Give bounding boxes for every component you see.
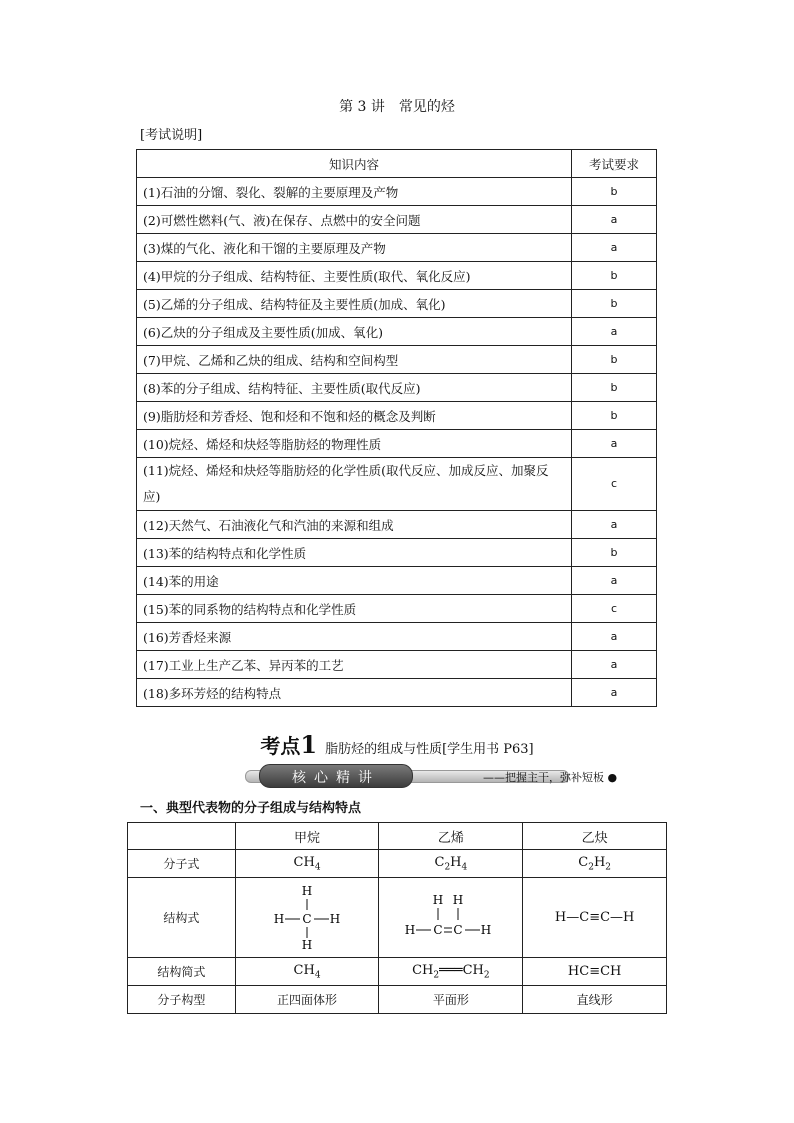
requirement-level: b (572, 374, 657, 402)
atom-c: C (302, 911, 312, 926)
table-row (137, 290, 657, 318)
ethylene-simple-formula: $CH_2═══CH_2$ (379, 958, 523, 986)
table-row (137, 623, 657, 651)
atom-h-left: H (273, 911, 285, 926)
requirement-level: b (572, 262, 657, 290)
requirement-level: b (572, 539, 657, 567)
requirement-level: a (572, 430, 657, 458)
requirement-content: (1)石油的分馏、裂化、裂解的主要原理及产物 (137, 178, 572, 206)
table-row (128, 878, 667, 958)
bullet-dot-icon: ● (607, 771, 618, 784)
requirement-content: (10)烷烃、烯烃和炔烃等脂肪烃的物理性质 (137, 430, 572, 458)
requirement-content: (14)苯的用途 (137, 567, 572, 595)
table-row (137, 318, 657, 346)
table-row (137, 651, 657, 679)
requirements-table-body (137, 178, 657, 707)
requirement-content: (17)工业上生产乙苯、异丙苯的工艺 (137, 651, 572, 679)
methane-formula: $CH_4$ (235, 850, 379, 878)
requirements-table (136, 149, 657, 707)
table-row (137, 595, 657, 623)
ethylene-structure (379, 878, 523, 958)
acetylene-formula: $C_2H_2$ (523, 850, 667, 878)
table-row (128, 986, 667, 1014)
lecture-title: 第 3 讲 常见的烃 (339, 99, 455, 115)
table-row (137, 234, 657, 262)
atom-c-right: C (453, 922, 463, 937)
table-row (137, 567, 657, 595)
requirement-content: (13)苯的结构特点和化学性质 (137, 539, 572, 567)
ethylene-shape: 平面形 (379, 986, 523, 1014)
column-header-methane: 甲烷 (235, 823, 379, 850)
table-row (137, 430, 657, 458)
table-row (137, 374, 657, 402)
requirement-content: (8)苯的分子组成、结构特征、主要性质(取代反应) (137, 374, 572, 402)
exam-description-label: [考试说明] (140, 128, 203, 143)
requirement-level: c (572, 458, 657, 511)
banner-slogan: ——把握主干，弥补短板 ● (483, 771, 618, 784)
requirement-level: b (572, 290, 657, 318)
requirement-level: b (572, 402, 657, 430)
requirement-level: a (572, 206, 657, 234)
table-row (137, 539, 657, 567)
atom-h-right: H (329, 911, 341, 926)
table-row (137, 206, 657, 234)
requirement-level: a (572, 679, 657, 707)
methane-structure-diagram (262, 883, 352, 953)
table-row (137, 178, 657, 206)
table-row (137, 262, 657, 290)
requirement-level: a (572, 623, 657, 651)
requirement-level: b (572, 346, 657, 374)
section-heading: 一、典型代表物的分子组成与结构特点 (140, 801, 362, 816)
requirement-level: a (572, 567, 657, 595)
column-header-acetylene: 乙炔 (523, 823, 667, 850)
requirement-content: (2)可燃性燃料(气、液)在保存、点燃中的安全问题 (137, 206, 572, 234)
methane-shape: 正四面体形 (235, 986, 379, 1014)
table-row (128, 958, 667, 986)
requirement-content: (7)甲烷、乙烯和乙炔的组成、结构和空间构型 (137, 346, 572, 374)
banner-title: 核心精讲 (292, 770, 380, 786)
kaodian-heading (0, 730, 794, 759)
row-header-shape: 分子构型 (128, 986, 236, 1014)
row-header-simple-formula: 结构简式 (128, 958, 236, 986)
atom-h-left: H (404, 922, 416, 937)
table-row (137, 346, 657, 374)
atom-h-bottom: H (301, 937, 313, 952)
requirement-level: a (572, 234, 657, 262)
atom-h-top-left: H (432, 892, 444, 907)
requirement-content: (6)乙炔的分子组成及主要性质(加成、氧化) (137, 318, 572, 346)
atom-c-left: C (433, 922, 443, 937)
ethylene-structure-diagram (396, 888, 506, 948)
table-row (128, 850, 667, 878)
methane-structure (235, 878, 379, 958)
ethylene-formula: $C_2H_4$ (379, 850, 523, 878)
table-row (137, 458, 657, 511)
table-row (137, 511, 657, 539)
table-row (137, 679, 657, 707)
requirement-level: a (572, 651, 657, 679)
requirement-level: a (572, 318, 657, 346)
kaodian-subtitle: 脂肪烃的组成与性质[学生用书 P63] (325, 742, 534, 757)
requirement-content: (12)天然气、石油液化气和汽油的来源和组成 (137, 511, 572, 539)
acetylene-simple-formula: HC≡CH (523, 958, 667, 986)
table-row (128, 823, 667, 850)
kaodian-number: 1 (300, 730, 318, 759)
empty-corner-cell (128, 823, 236, 850)
requirement-content: (4)甲烷的分子组成、结构特征、主要性质(取代、氧化反应) (137, 262, 572, 290)
requirement-content: (5)乙烯的分子组成、结构特征及主要性质(加成、氧化) (137, 290, 572, 318)
structure-table (127, 822, 667, 1014)
requirement-level: a (572, 511, 657, 539)
requirement-content: (9)脂肪烃和芳香烃、饱和烃和不饱和烃的概念及判断 (137, 402, 572, 430)
row-header-structure: 结构式 (128, 878, 236, 958)
table-header-row (137, 150, 657, 178)
requirement-content: (18)多环芳烃的结构特点 (137, 679, 572, 707)
column-header-content: 知识内容 (137, 150, 572, 178)
acetylene-shape: 直线形 (523, 986, 667, 1014)
core-banner (237, 764, 618, 786)
methane-simple-formula: $CH_4$ (235, 958, 379, 986)
column-header-ethylene: 乙烯 (379, 823, 523, 850)
banner-pill (259, 764, 413, 788)
row-header-formula: 分子式 (128, 850, 236, 878)
atom-h-top: H (301, 883, 313, 898)
acetylene-structure: H—C≡C—H (523, 878, 667, 958)
requirement-content: (11)烷烃、烯烃和炔烃等脂肪烃的化学性质(取代反应、加成反应、加聚反应) (137, 458, 572, 511)
kaodian-label: 考点 (260, 734, 301, 758)
requirement-level: c (572, 595, 657, 623)
atom-h-top-right: H (452, 892, 464, 907)
column-header-level: 考试要求 (572, 150, 657, 178)
requirement-content: (16)芳香烃来源 (137, 623, 572, 651)
atom-h-right: H (480, 922, 492, 937)
requirement-content: (3)煤的气化、液化和干馏的主要原理及产物 (137, 234, 572, 262)
requirement-level: b (572, 178, 657, 206)
table-row (137, 402, 657, 430)
requirement-content: (15)苯的同系物的结构特点和化学性质 (137, 595, 572, 623)
